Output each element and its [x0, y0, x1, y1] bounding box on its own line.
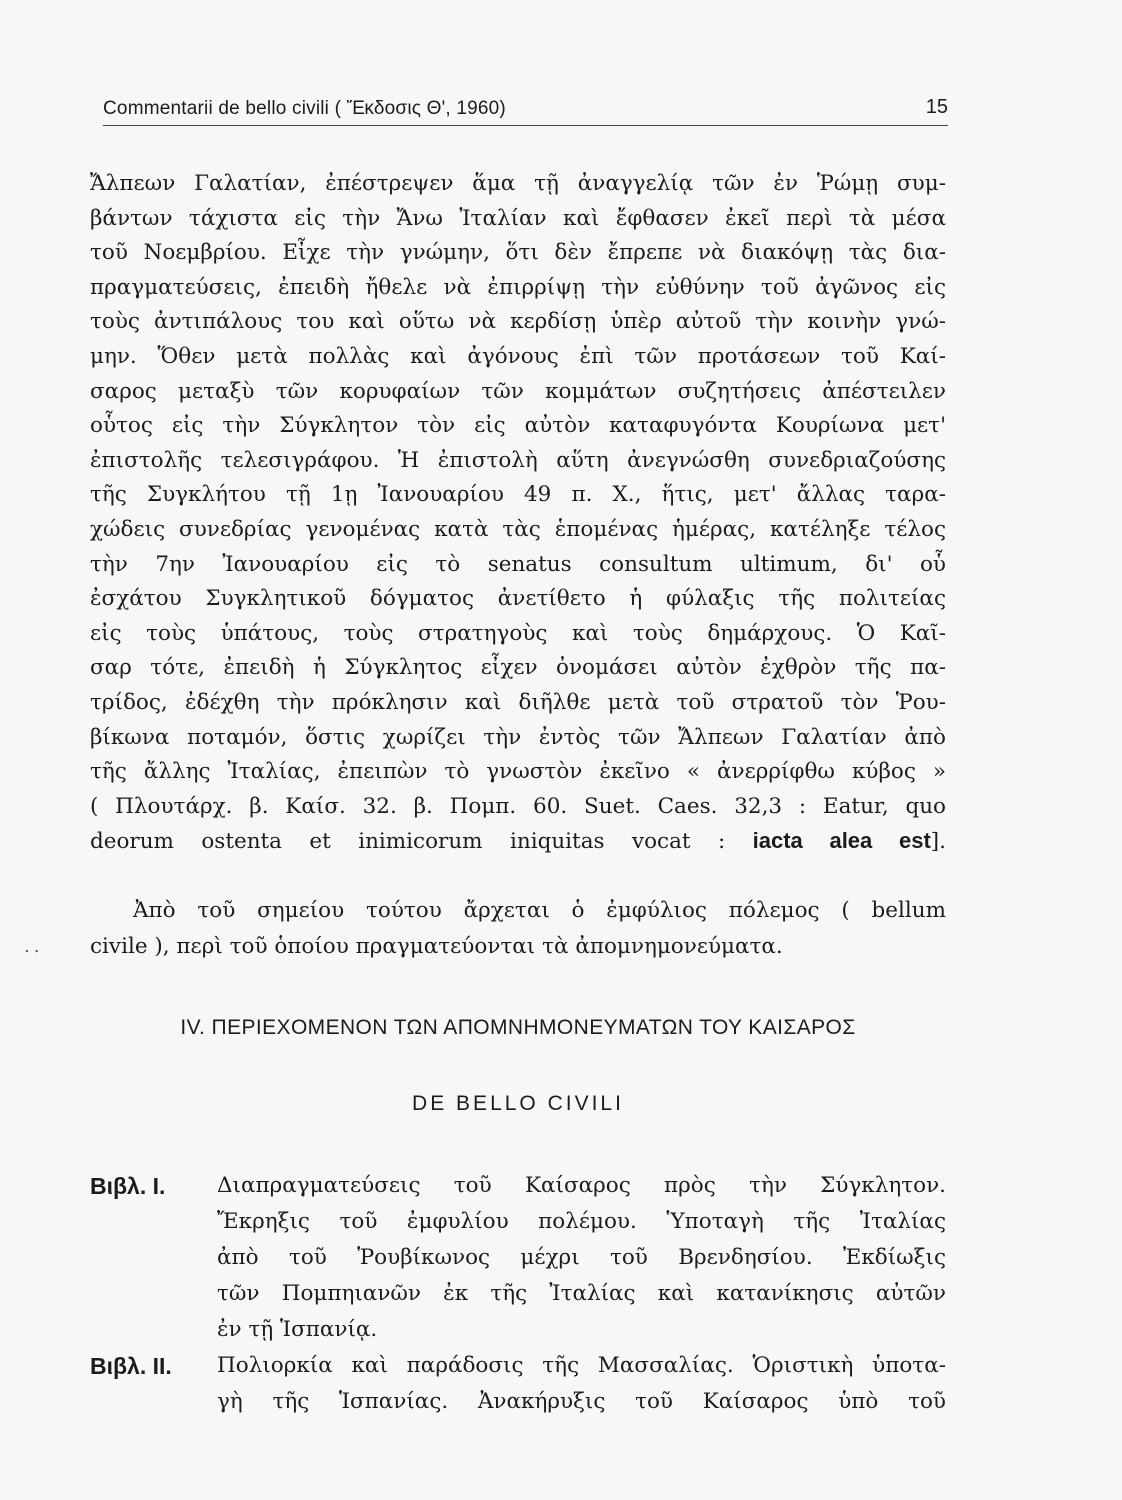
text-line: τὴν 7ην Ἰανουαρίου εἰς τὸ senatus consultum ultimum, δι' οὗ [90, 551, 946, 577]
text-line: εἰς τοὺς ὑπάτους, τοὺς στρατηγοὺς καὶ τοὺς δημάρχους. Ὁ Καῖ- [90, 620, 946, 646]
text-line: μην. Ὅθεν μετὰ πολλὰς καὶ ἀγόνους ἐπὶ τῶν προτάσεων τοῦ Καί- [90, 343, 946, 369]
text-line: ἐπιστολῆς τελεσιγράφου. Ἡ ἐπιστολὴ αὕτη ἀνεγνώσθη συνεδριαζούσης [90, 447, 946, 473]
bold-quote: iacta alea est [752, 828, 931, 854]
text-line: Πολιορκία καὶ παράδοσις τῆς Μασσαλίας. Ὁριστικὴ ὑποτα- [217, 1353, 946, 1378]
running-head [103, 92, 948, 128]
text-line: τρίδος, ἐδέχθη τὴν πρόκλησιν καὶ διῆλθε μετὰ τοῦ στρατοῦ τὸν Ῥου- [90, 689, 946, 715]
header-rule [103, 125, 948, 126]
text-line: σαρ τότε, ἐπειδὴ ἡ Σύγκλητος εἶχεν ὀνομάσει αὐτὸν ἐχθρὸν τῆς πα- [90, 655, 946, 681]
text-line: τῆς Συγκλήτου τῇ 1ῃ Ἰανουαρίου 49 π. Χ., ἥτις, μετ' ἄλλας ταρα- [90, 482, 946, 508]
text-segment: deorum ostenta et inimicorum iniquitas vocat : [90, 829, 753, 855]
book-list [90, 1168, 946, 1420]
paragraph-civil-war [90, 893, 946, 965]
book-label: Βιβλ. ΙΙ. [90, 1353, 172, 1379]
text-line-last [90, 824, 946, 859]
running-head-title: Commentarii de bello civili ( Ἔκδοσις Θ', 1960) [103, 98, 506, 119]
text-line: βίκωνα ποταμόν, ὅστις χωρίζει τὴν ἐντὸς τῶν Ἄλπεων Γαλατίαν ἀπὸ [90, 724, 946, 750]
paragraph-caesar-rubicon [90, 167, 946, 859]
text-line: γὴ τῆς Ἱσπανίας. Ἀνακήρυξις τοῦ Καίσαρος ὑπὸ τοῦ [217, 1389, 946, 1414]
section-heading-line2: DE BELLO CIVILI [412, 1092, 624, 1115]
book-label: Βιβλ. Ι. [90, 1173, 166, 1199]
text-line: civile ), περὶ τοῦ ὁποίου πραγματεύονται τὰ ἀπομνημονεύματα. [90, 934, 783, 959]
book-summary [217, 1168, 946, 1348]
text-line: ἀπὸ τοῦ Ῥουβίκωνος μέχρι τοῦ Βρενδησίου. Ἐκδίωξις [217, 1245, 946, 1270]
margin-mark: .. [24, 936, 44, 957]
text-line: ἐσχάτου Συγκλητικοῦ δόγματος ἀνετίθετο ἡ φύλαξις τῆς πολιτείας [90, 586, 946, 612]
text-line: βάντων τάχιστα εἰς τὴν Ἄνω Ἰταλίαν καὶ ἔφθασεν ἐκεῖ περὶ τὰ μέσα [90, 205, 946, 231]
text-line: ( Πλουτάρχ. β. Καίσ. 32. β. Πομπ. 60. Suet. Caes. 32,3 : Eatur, quo [90, 793, 946, 819]
text-line: τῆς ἄλλης Ἰταλίας, ἐπειπὼν τὸ γνωστὸν ἐκεῖνο « ἀνερρίφθω κύβος » [90, 759, 946, 785]
text-line: Ἄλπεων Γαλατίαν, ἐπέστρεψεν ἅμα τῇ ἀναγγελίᾳ τῶν ἐν Ῥώμῃ συμ- [90, 171, 946, 196]
text-line: Ἀπὸ τοῦ σημείου τούτου ἄρχεται ὁ ἐμφύλιος πόλεμος ( bellum [133, 898, 946, 923]
text-line: Διαπραγματεύσεις τοῦ Καίσαρος πρὸς τὴν Σύγκλητον. [217, 1173, 946, 1198]
book-entry-1 [90, 1168, 946, 1348]
text-segment: ]. [930, 829, 947, 855]
text-line: Ἔκρηξις τοῦ ἐμφυλίου πολέμου. Ὑποταγὴ τῆς Ἰταλίας [217, 1209, 946, 1234]
text-line: τῶν Πομπηιανῶν ἐκ τῆς Ἰταλίας καὶ κατανίκησις αὐτῶν [217, 1281, 946, 1306]
text-line: τοὺς ἀντιπάλους του καὶ οὕτω νὰ κερδίσῃ ὑπὲρ αὐτοῦ τὴν κοινὴν γνώ- [90, 309, 946, 335]
page-number: 15 [925, 96, 948, 118]
book-entry-2 [90, 1348, 946, 1420]
book-summary [217, 1348, 946, 1420]
section-heading-line1: IV. ΠΕΡΙΕΧΟΜΕΝΟΝ ΤΩΝ ΑΠΟΜΝΗΜΟΝΕΥΜΑΤΩΝ ΤΟΥ ΚΑΙΣΑΡΟΣ [180, 1016, 856, 1039]
text-line: σαρος μεταξὺ τῶν κορυφαίων τῶν κομμάτων συζητήσεις ἀπέστειλεν [90, 378, 946, 404]
text-line: οὗτος εἰς τὴν Σύγκλητον τὸν εἰς αὐτὸν καταφυγόντα Κουρίωνα μετ' [90, 413, 946, 439]
text-line: τοῦ Νοεμβρίου. Εἶχε τὴν γνώμην, ὅτι δὲν ἔπρεπε νὰ διακόψῃ τὰς δια- [90, 240, 946, 266]
text-line: πραγματεύσεις, ἐπειδὴ ἤθελε νὰ ἐπιρρίψῃ τὴν εὐθύνην τοῦ ἀγῶνος εἰς [90, 274, 946, 300]
text-line: χώδεις συνεδρίας γενομένας κατὰ τὰς ἑπομένας ἡμέρας, κατέληξε τέλος [90, 516, 946, 542]
text-line: ἐν τῇ Ἱσπανίᾳ. [217, 1317, 378, 1342]
